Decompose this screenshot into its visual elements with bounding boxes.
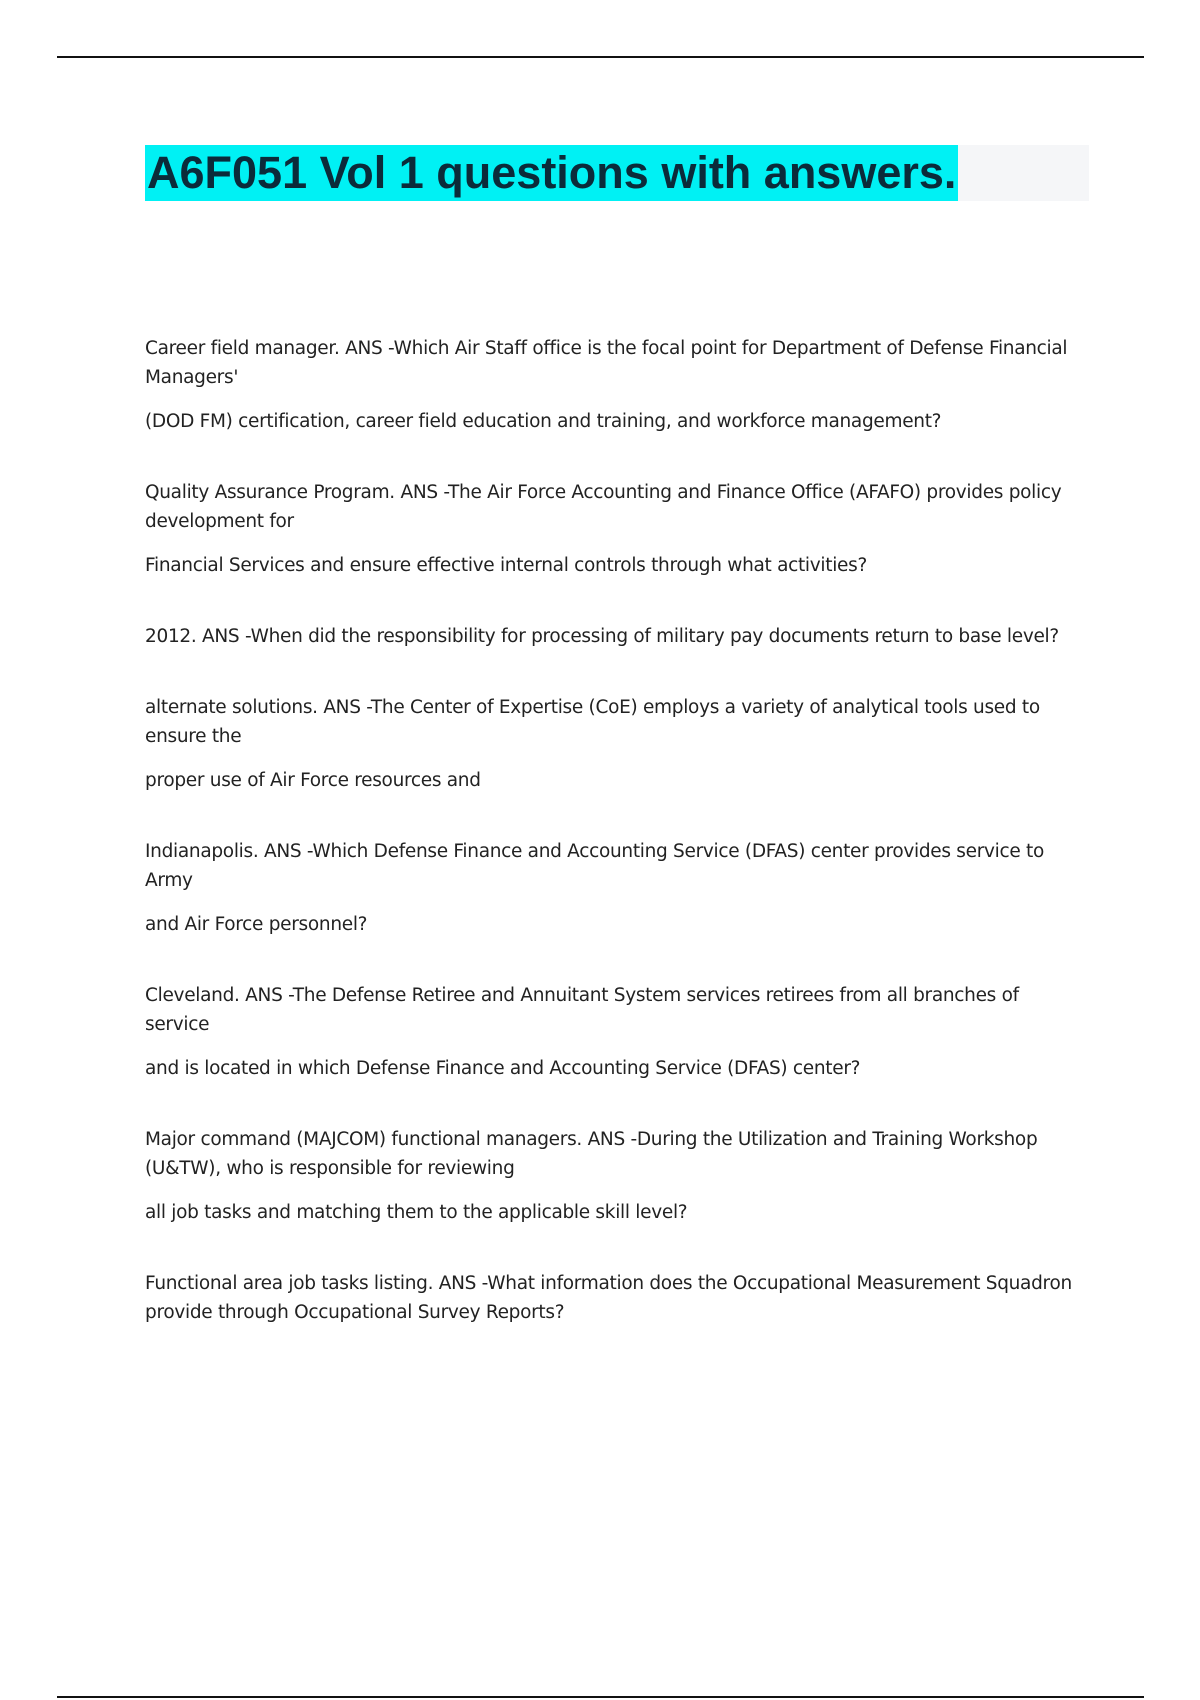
qa-item [145,693,1085,795]
qa-text-line: and Air Force personnel? [145,914,368,935]
qa-list [145,334,1085,1369]
document-title: A6F051 Vol 1 questions with answers. [145,145,958,201]
qa-item [145,622,1085,651]
qa-text-line: 2012. ANS -When did the responsibility for processing of military pay documents return to base level? [145,626,1059,647]
footer-rule [57,1696,1144,1698]
qa-text-line: (DOD FM) certification, career field education and training, and workforce management? [145,411,942,432]
qa-item [145,981,1085,1083]
qa-text-line: alternate solutions. ANS -The Center of Expertise (CoE) employs a variety of analytical tools used to ensure the [145,697,1040,747]
qa-text-line: Functional area job tasks listing. ANS -What information does the Occupational Measurement Squadron provide through Occupational Survey Reports? [145,1273,1072,1323]
qa-text-line: Financial Services and ensure effective internal controls through what activities? [145,555,867,576]
qa-item [145,478,1085,580]
qa-item [145,837,1085,939]
qa-item [145,1269,1085,1327]
qa-text-line: Career field manager. ANS -Which Air Staff office is the focal point for Department of Defense Financial Managers' [145,338,1068,388]
header-rule [57,56,1144,58]
qa-item [145,1125,1085,1227]
qa-text-line: Quality Assurance Program. ANS -The Air Force Accounting and Finance Office (AFAFO) provides policy development for [145,482,1062,532]
qa-text-line: Indianapolis. ANS -Which Defense Finance and Accounting Service (DFAS) center provides service to Army [145,841,1045,891]
qa-text-line: Major command (MAJCOM) functional managers. ANS -During the Utilization and Training Workshop (U&TW), who is responsible for reviewing [145,1129,1038,1179]
qa-text-line: proper use of Air Force resources and [145,770,481,791]
qa-text-line: and is located in which Defense Finance and Accounting Service (DFAS) center? [145,1058,861,1079]
qa-text-line: all job tasks and matching them to the applicable skill level? [145,1202,688,1223]
qa-text-line: Cleveland. ANS -The Defense Retiree and Annuitant System services retirees from all branches of service [145,985,1019,1035]
qa-item [145,334,1085,436]
